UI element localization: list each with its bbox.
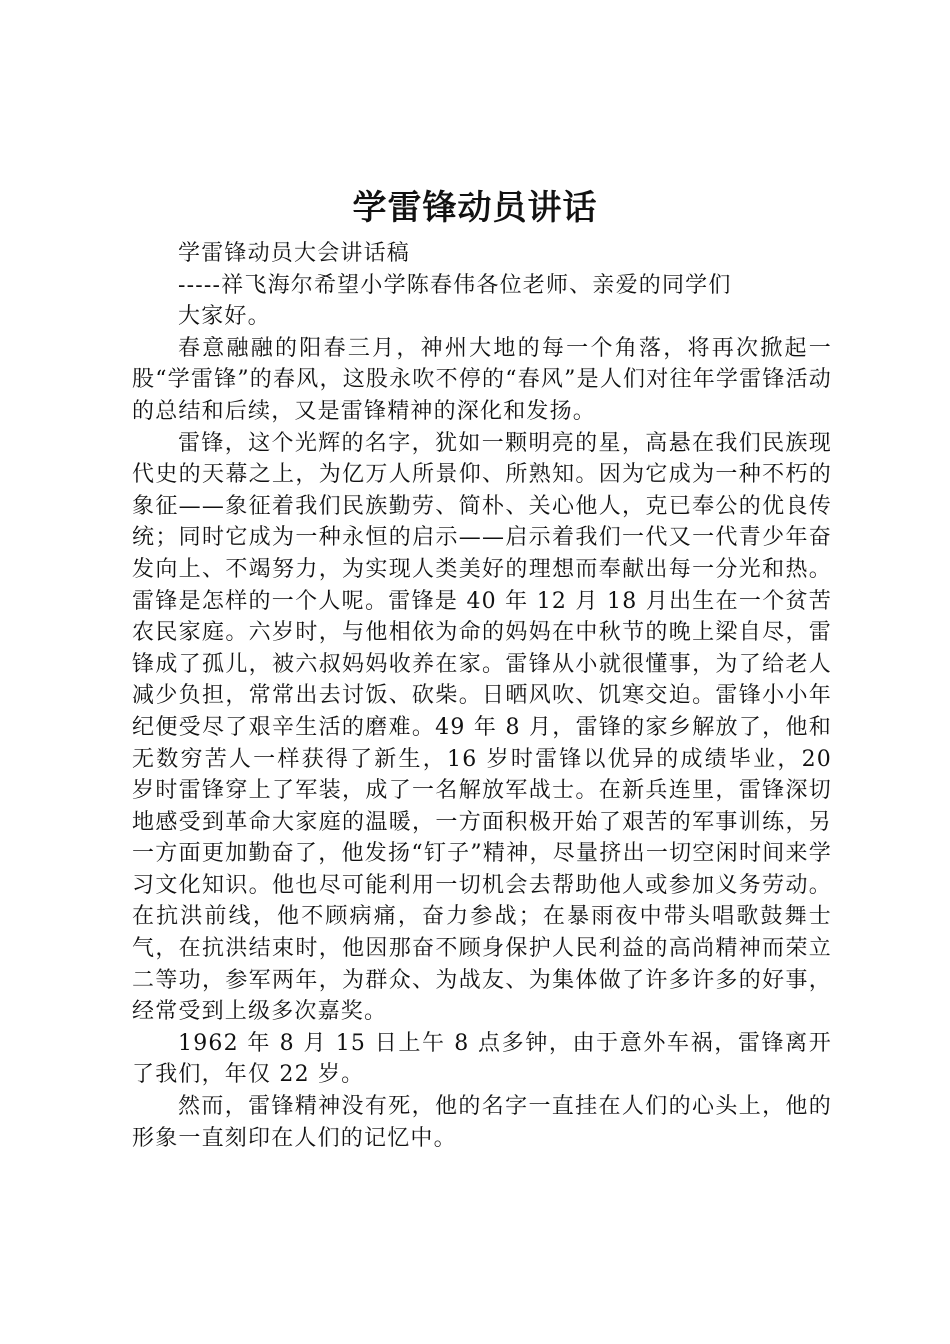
document-title: 学雷锋动员讲话 (352, 188, 598, 228)
greeting-line: 大家好。 (178, 304, 271, 330)
paragraph-leifeng-biography: 雷锋，这个光辉的名字，犹如一颗明亮的星，高悬在我们民族现代史的天幕之上，为亿万人所景仰、所熟知。因为它成为一种不朽的象征——象征着我们民族勤劳、简朴、关心他人，克已奉公的优良传统；同时它成为一种永恒的启示——启示着我们一代又一代青少年奋发向上、不竭努力，为实现人类美好的理想而奉献出每一分光和热。雷锋是怎样的一个人呢。雷锋是 40 年 12 月 18 月出生在一个贫苦农民家庭。六岁时，与他相依为命的妈妈在中秋节的晚上梁自尽，雷锋成了孤儿，被六叔妈妈收养在家。雷锋从小就很懂事，为了给老人减少负担，常常出去讨饭、砍柴。日晒风吹、饥寒交迫。雷锋小小年纪便受尽了艰辛生活的磨难。49 年 8 月，雷锋的家乡解放了，他和无数穷苦人一样获得了新生，16 岁时雷锋以优异的成绩毕业，20 岁时雷锋穿上了军装，成了一名解放军战士。在新兵连里，雷锋深切地感受到革命大家庭的温暖，一方面积极开始了艰苦的军事训练，另一方面更加勤奋了，他发扬“钉子”精神，尽量挤出一切空闲时间来学习文化知识。他也尽可能利用一切机会去帮助他人或参加义务劳动。在抗洪前线，他不顾病痛，奋力参战；在暴雨夜中带头唱歌鼓舞士气，在抗洪结束时，他因那奋不顾身保护人民利益的高尚精神而荣立二等功，参军两年，为群众、为战友、为集体做了许多许多的好事，经常受到上级多次嘉奖。 (132, 430, 832, 1025)
document-body (132, 238, 832, 1154)
paragraph-spirit: 然而，雷锋精神没有死，他的名字一直挂在人们的心头上，他的形象一直刻印在人们的记忆中。 (132, 1094, 832, 1151)
author-greeting-line: -----祥飞海尔希望小学陈春伟各位老师、亲爱的同学们 (178, 272, 732, 298)
subtitle-line: 学雷锋动员大会讲话稿 (178, 241, 411, 266)
paragraph-death: 1962 年 8 月 15 日上午 8 点多钟，由于意外车祸，雷锋离开了我们，年仅 22 岁。 (132, 1030, 832, 1088)
paragraph-spring: 春意融融的阳春三月，神州大地的每一个角落，将再次掀起一股“学雷锋”的春风，这股永吹不停的“春风”是人们对往年学雷锋活动的总结和后续，又是雷锋精神的深化和发扬。 (132, 335, 832, 424)
